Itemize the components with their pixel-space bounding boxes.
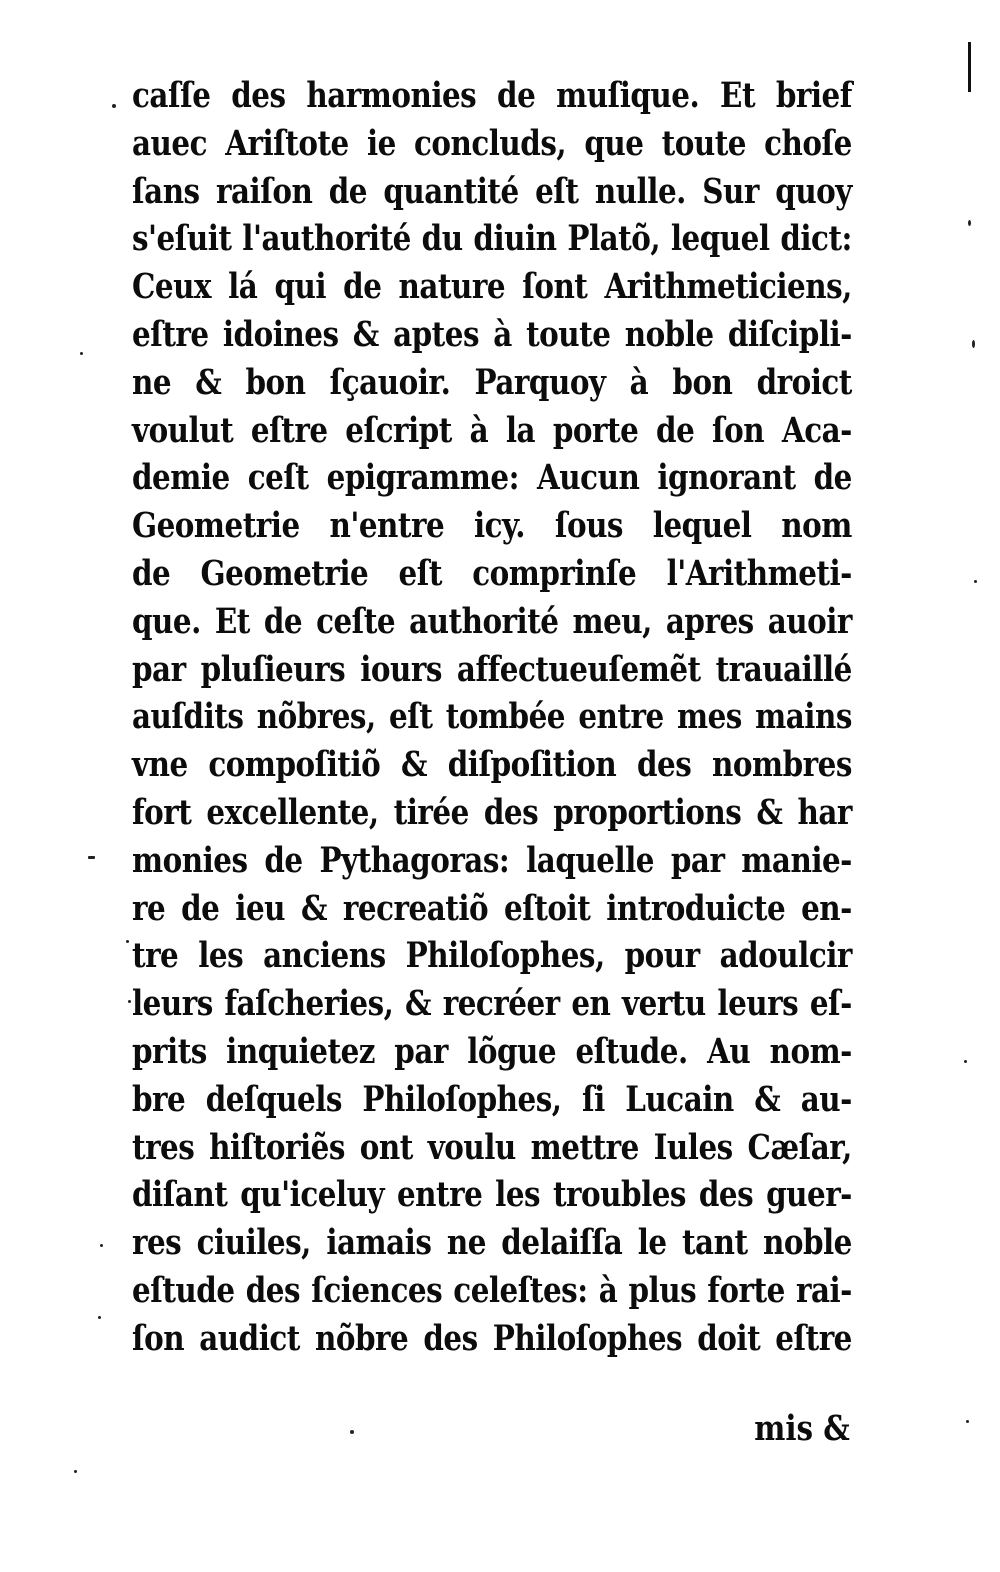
text-line: Ceux lá qui de nature ſont Arithmeticiens, bbox=[132, 266, 852, 308]
text-line: voulut eſtre eſcript à la porte de ſon Aca- bbox=[132, 409, 852, 451]
scan-speck bbox=[972, 340, 975, 348]
catchword: mis & bbox=[754, 1408, 850, 1449]
text-line: par pluſieurs iours affectueuſemẽt trauaillé bbox=[132, 648, 852, 690]
text-line: s'eſuit l'authorité du diuin Platõ, lequel dict: bbox=[132, 218, 852, 260]
scan-speck bbox=[350, 1430, 354, 1434]
body-text bbox=[132, 72, 852, 1363]
scan-speck bbox=[126, 940, 129, 943]
scan-speck bbox=[966, 1420, 969, 1423]
scan-speck bbox=[80, 352, 83, 355]
text-line: ſon audict nõbre des Philoſophes doit eſtre bbox=[132, 1317, 852, 1359]
scan-speck bbox=[98, 1316, 101, 1319]
text-line: diſant qu'iceluy entre les troubles des guer- bbox=[132, 1174, 852, 1216]
text-line: tres hiſtoriẽs ont voulu mettre Iules Cæſar, bbox=[132, 1126, 852, 1168]
text-line: auſdits nõbres, eſt tombée entre mes mains bbox=[132, 696, 852, 738]
margin-rule-mark bbox=[968, 42, 971, 92]
scan-speck bbox=[88, 856, 95, 859]
text-line: bre deſquels Philoſophes, ſi Lucain & au- bbox=[132, 1078, 852, 1120]
text-line: ne & bon ſçauoir. Parquoy à bon droict bbox=[132, 361, 852, 403]
text-line: que. Et de ceſte authorité meu, apres auoir bbox=[132, 600, 852, 642]
text-line: de Geometrie eſt comprinſe l'Arithmeti- bbox=[132, 552, 852, 594]
text-line: tre les anciens Philoſophes, pour adoulcir bbox=[132, 935, 852, 977]
scan-speck bbox=[974, 580, 977, 583]
text-line: demie ceſt epigramme: Aucun ignorant de bbox=[132, 457, 852, 499]
scan-speck bbox=[128, 1000, 131, 1003]
scan-speck bbox=[964, 1060, 967, 1063]
text-line: caſſe des harmonies de muſique. Et brief bbox=[132, 75, 852, 116]
scan-speck bbox=[74, 1470, 77, 1473]
text-line: fort excellente, tirée des proportions & har bbox=[132, 791, 852, 833]
scan-speck bbox=[968, 220, 971, 226]
text-line: vne compoſitiõ & diſpoſition des nombres bbox=[132, 744, 852, 786]
text-line: prits inquietez par lõgue eſtude. Au nom- bbox=[132, 1030, 852, 1072]
text-line: ſans raiſon de quantité eſt nulle. Sur quoy bbox=[132, 170, 852, 212]
text-line: monies de Pythagoras: laquelle par manie- bbox=[132, 839, 852, 881]
text-line: eſtre idoines & aptes à toute noble diſcipli- bbox=[132, 313, 852, 355]
scan-speck bbox=[100, 1244, 103, 1247]
text-line: res ciuiles, iamais ne delaiſſa le tant noble bbox=[132, 1222, 852, 1264]
text-line: auec Ariſtote ie concluds, que toute choſe bbox=[132, 122, 852, 164]
text-line: eſtude des ſciences celeſtes: à plus forte rai- bbox=[132, 1269, 852, 1311]
text-line: re de ieu & recreatiõ eſtoit introduicte en- bbox=[132, 887, 852, 929]
text-line: leurs faſcheries, & recréer en vertu leurs eſ- bbox=[132, 983, 852, 1025]
scan-speck bbox=[112, 104, 116, 108]
text-line: Geometrie n'entre icy. ſous lequel nom bbox=[132, 505, 852, 547]
